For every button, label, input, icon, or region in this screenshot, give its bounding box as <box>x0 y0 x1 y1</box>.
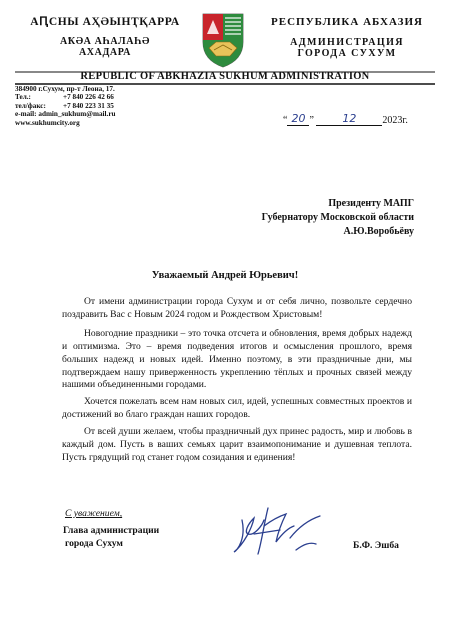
date-close-quote: ” <box>309 115 314 126</box>
contact-fax-label: тел/факс: <box>15 101 46 110</box>
contact-fax-value: +7 840 223 31 35 <box>63 101 114 110</box>
date-day: 20 <box>291 112 306 125</box>
closing-regards: С уважением, <box>65 508 123 519</box>
addressee-line1: Президенту МАПГ <box>328 198 414 209</box>
signatory-position <box>63 524 159 550</box>
handwritten-signature <box>224 498 334 562</box>
date-year: 2023г. <box>382 115 408 126</box>
salutation: Уважаемый Андрей Юрьевич! <box>151 270 299 281</box>
header-russian-title <box>262 16 432 59</box>
contact-fax <box>15 102 116 110</box>
header-left-line2: АҞӘА АҺАЛАҺӘ <box>60 36 150 47</box>
contact-phone-label: Тел.: <box>15 93 31 102</box>
contact-block <box>15 85 116 127</box>
body-paragraph: От имени администрации города Сухум и от себя лично, позвольте сердечно поздравить Вас с Новым 2024 годом и Рождеством Христовым! <box>62 296 412 320</box>
letter-body <box>62 296 412 469</box>
contact-address: 384900 г.Сухум, пр-т Леона, 17. <box>15 85 115 93</box>
header-right-line2: АДМИНИСТРАЦИЯ <box>290 37 404 48</box>
contact-website: www.sukhumcity.org <box>15 118 80 127</box>
header-left-line3: АХАДАРА <box>78 47 132 58</box>
signatory-name: Б.Ф. Эшба <box>353 540 399 551</box>
addressee-line3: А.Ю.Воробьёву <box>343 226 414 237</box>
body-paragraph: От всей души желаем, чтобы праздничный дух принес радость, мир и любовь в каждый дом. Пусть в ваших семьях царит взаимопонимание и душевная теплота. Пусть грядущий год станет годом созидания и единения! <box>62 426 412 463</box>
header-right-line1: РЕСПУБЛИКА АБХАЗИЯ <box>271 16 423 28</box>
contact-email: e-mail: admin_sukhum@mail.ru <box>15 110 116 119</box>
body-paragraph: Хочется пожелать всем нам новых сил, идей, успешных совместных проектов и достижений во благо граждан наших городов. <box>62 396 412 421</box>
date-month-field <box>316 112 382 126</box>
contact-phone <box>15 93 116 101</box>
header-right-line3: ГОРОДА СУХУМ <box>297 48 397 59</box>
letter-date <box>283 112 408 126</box>
position-line1: Глава администрации <box>63 525 160 536</box>
header-left-line1: АԤСНЫ АҲӘЫНҬҚАРРА <box>30 16 180 28</box>
header-abkhaz-title <box>30 16 180 58</box>
position-line2: города Сухум <box>65 538 123 549</box>
addressee-line2: Губернатору Московской области <box>261 212 414 223</box>
addressee-block <box>262 197 414 239</box>
body-paragraph: Новогодние праздники – это точка отсчета и обновления, время добрых надежд и оптимизма. Это – время подведения итогов и осмысления прошлого, время больших надежд и новых идей. Именно поэтому, в эти праздничные дни, мы подтверждаем нашу приверженность укреплению тёплых и прочных связей между нашими объединенными городами. <box>62 327 412 391</box>
contact-phone-value: +7 840 226 42 66 <box>63 93 114 102</box>
coat-of-arms-emblem <box>200 12 246 68</box>
date-open-quote: “ <box>283 115 288 126</box>
date-month: 12 <box>342 112 357 125</box>
date-day-field <box>287 112 309 126</box>
band-title: REPUBLIC OF ABKHAZIA SUKHUM ADMINISTRATION <box>80 71 370 82</box>
